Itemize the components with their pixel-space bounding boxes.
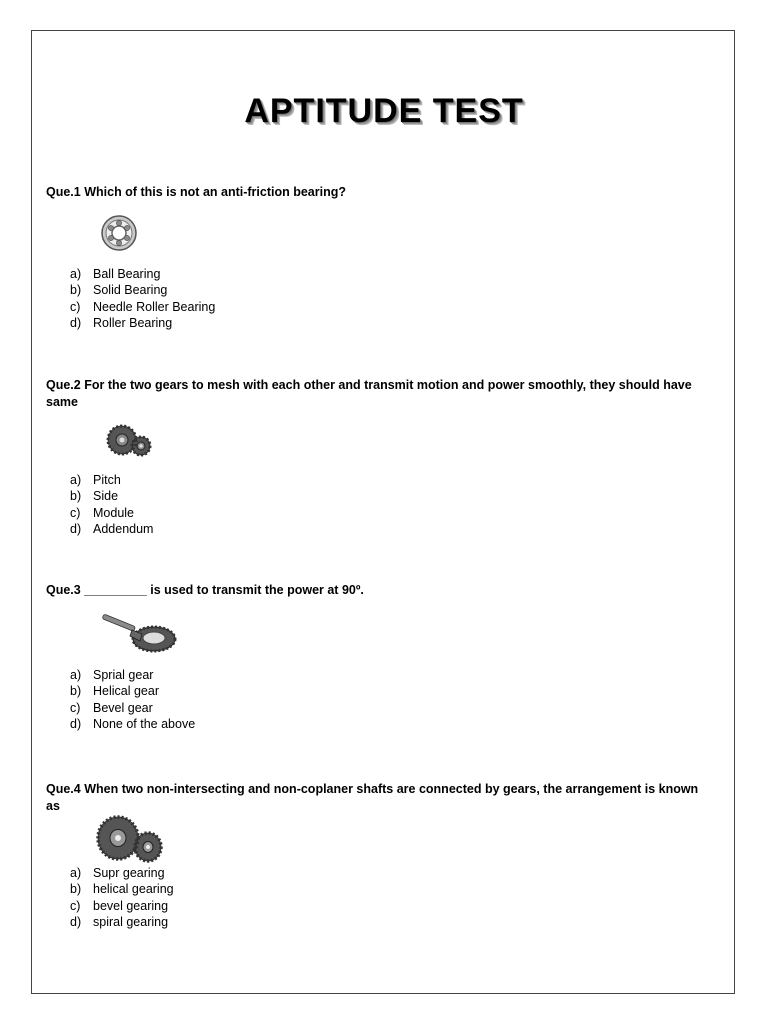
option: c) bevel gearing [70,898,169,913]
option: a) Supr gearing [70,866,165,880]
bearing-icon [100,214,138,252]
option: c) Needle Roller Bearing [70,299,216,314]
option: a) Ball Bearing [70,267,161,281]
question-3-options [70,667,195,732]
question-4-options [70,865,174,930]
bevel-gear-icon [102,610,178,656]
spur-gears-icon [106,423,152,459]
option: b) helical gearing [70,882,174,897]
option: d) Roller Bearing [70,315,173,330]
option: d) spiral gearing [70,914,169,929]
option: d) Addendum [70,521,154,536]
page-title: APTITUDE TEST [244,92,524,130]
option: b) Solid Bearing [70,283,168,298]
option: d) None of the above [70,716,196,731]
option: a) Pitch [70,473,121,487]
option: b) Side [70,489,119,504]
question-1-options [70,266,215,331]
question-1-text: Que.1 Which of this is not an anti-friction bearing? [46,185,347,199]
option: b) Helical gear [70,684,160,699]
question-4-text: Que.4 When two non-intersecting and non-coplaner shafts are connected by gears, the arrangement is known as [46,782,699,813]
helical-gears-icon [96,814,164,864]
question-2-text: Que.2 For the two gears to mesh with each other and transmit motion and power smoothly, they should have same [46,378,692,409]
option: a) Sprial gear [70,668,154,682]
question-3-text: Que.3 _________ is used to transmit the power at 90º. [46,583,364,597]
option: c) Bevel gear [70,700,153,715]
question-2-options [70,472,153,537]
option: c) Module [70,505,134,520]
